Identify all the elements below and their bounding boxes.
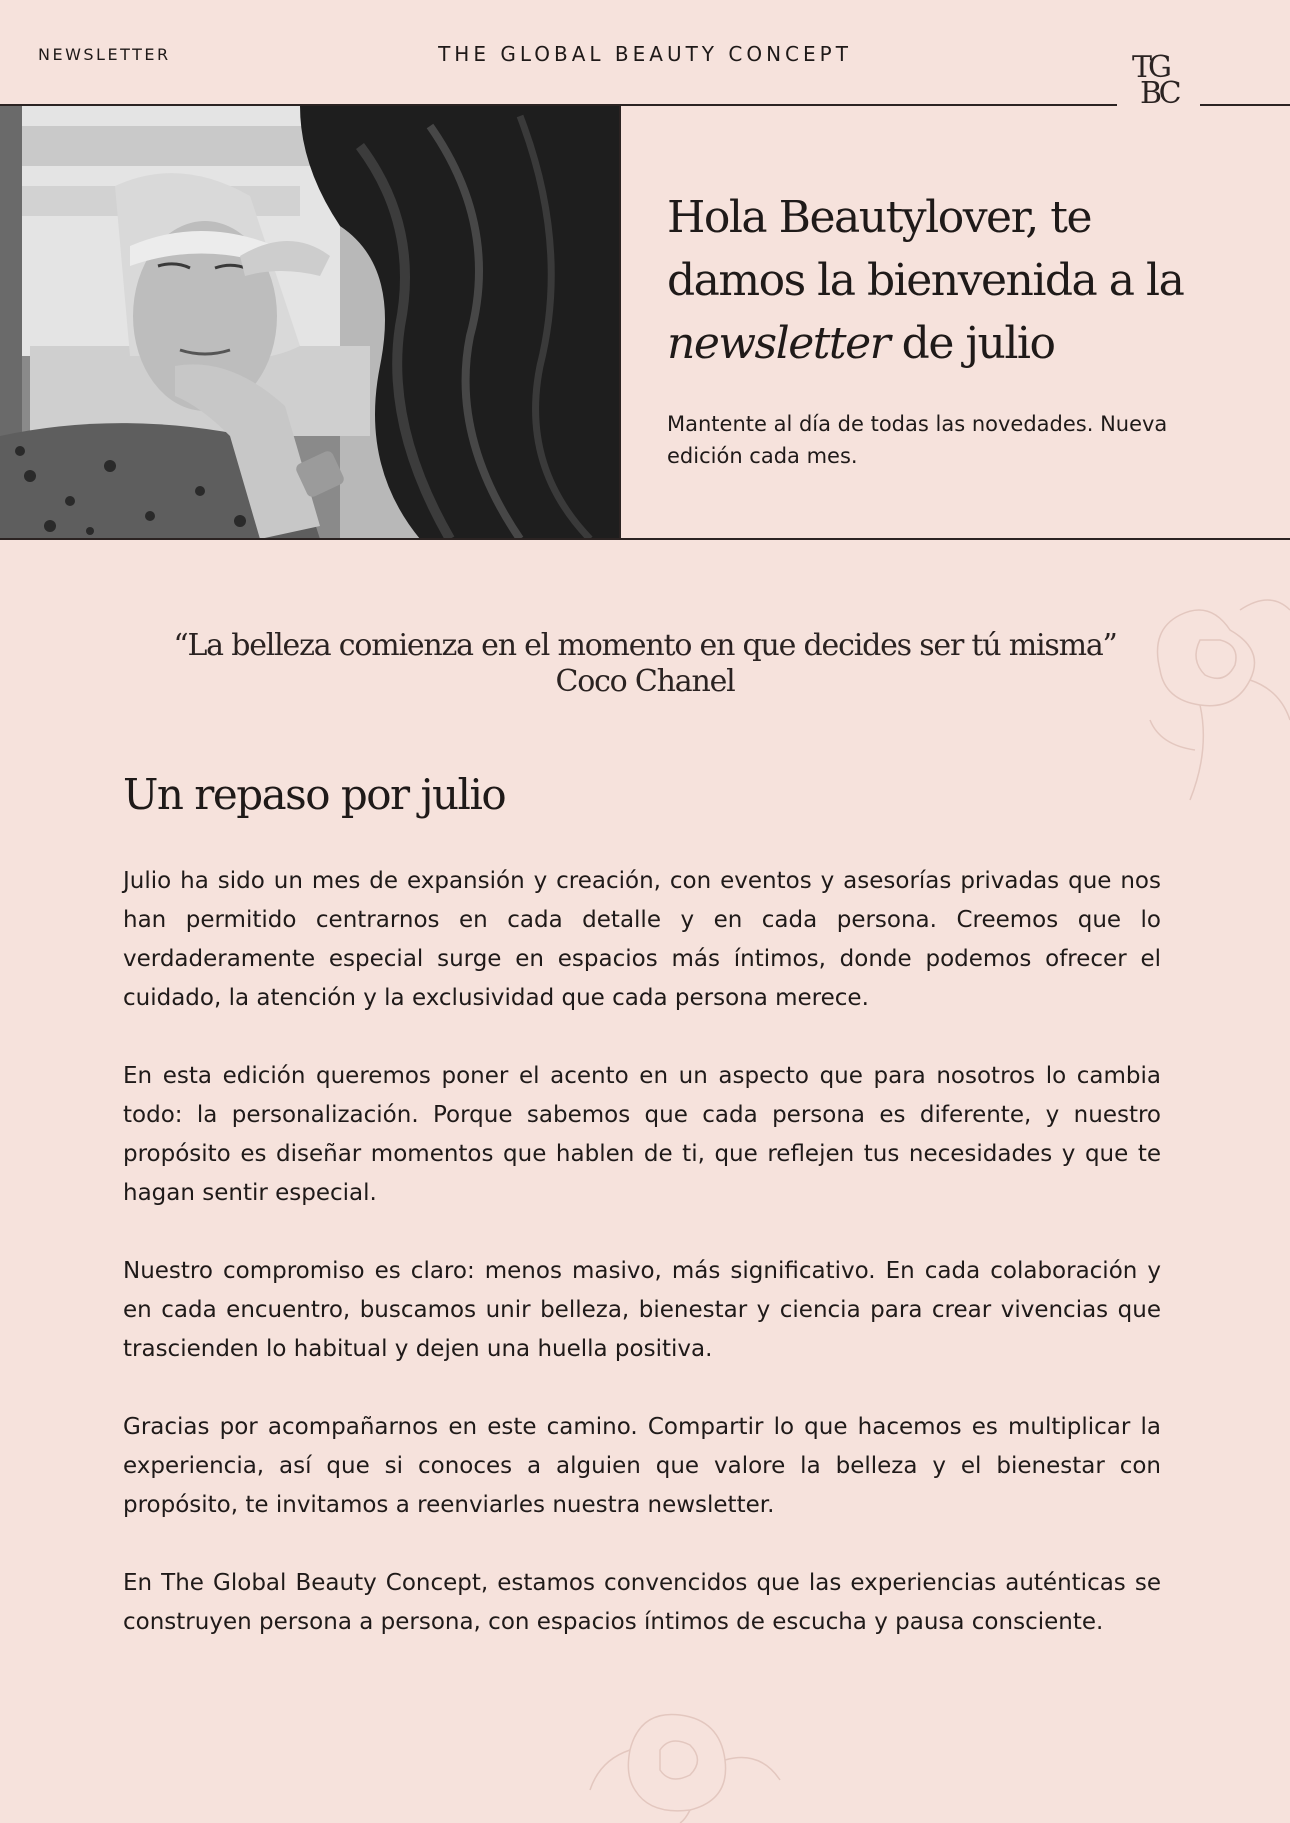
hero-bottom-rule (0, 538, 1290, 540)
monogram-bottom: BC (1140, 76, 1178, 111)
quote-author: Coco Chanel (555, 664, 735, 699)
flower-decoration-bottom-icon (560, 1690, 810, 1823)
hero-title-part1: Hola Beautylover, te damos la bienvenida a la (667, 192, 1184, 306)
paragraph: Gracias por acompañarnos en este camino. Compartir lo que hacemos es multiplicar la experiencia, así que si conoces a alguien que valore la belleza y el bienestar con propósito, te invitamos a reenviarles nuestra newsletter. (123, 1414, 1161, 1518)
brand-name: THE GLOBAL BEAUTY CONCEPT (438, 42, 852, 66)
paragraph: En The Global Beauty Concept, estamos convencidos que las experiencias auténticas se construyen persona a persona, con espacios íntimos de escucha y pausa consciente. (123, 1570, 1161, 1635)
hero-title-italic: newsletter (667, 318, 890, 369)
hero-subtitle: Mantente al día de todas las novedades. Nueva edición cada mes. (667, 412, 1168, 468)
monogram-top: TG (1132, 50, 1168, 85)
hero-photo-illustration (0, 106, 620, 539)
paragraph: Nuestro compromiso es claro: menos masivo, más significativo. En cada colaboración y en cada encuentro, buscamos unir belleza, bienestar y ciencia para crear vivencias que trascienden lo habitual y dejen una huella positiva. (123, 1258, 1161, 1362)
quote-block (0, 628, 1290, 700)
section-label: NEWSLETTER (38, 45, 171, 64)
hero-photo (0, 106, 620, 539)
header (0, 0, 1290, 111)
quote-text: “La belleza comienza en el momento en que decides ser tú misma” (173, 628, 1117, 663)
hero-title-part2: de julio (889, 318, 1055, 369)
hero-divider (619, 106, 621, 539)
hero-title (667, 186, 1227, 375)
article-body (123, 862, 1161, 1681)
section-title: Un repaso por julio (123, 770, 506, 819)
paragraph: Julio ha sido un mes de expansión y creación, con eventos y asesorías privadas que nos han permitido centrarnos en cada detalle y en cada persona. Creemos que lo verdaderamente especial surge en espacios más íntimos, donde podemos ofrecer el cuidado, la atención y la exclusividad que cada persona merece. (123, 868, 1161, 1011)
paragraph: En esta edición queremos poner el acento en un aspecto que para nosotros lo cambia todo: la personalización. Porque sabemos que cada persona es diferente, y nuestro propósito es diseñar momentos que hablen de ti, que reflejen tus necesidades y que te hagan sentir especial. (123, 1063, 1161, 1206)
hero-section (0, 106, 1290, 539)
